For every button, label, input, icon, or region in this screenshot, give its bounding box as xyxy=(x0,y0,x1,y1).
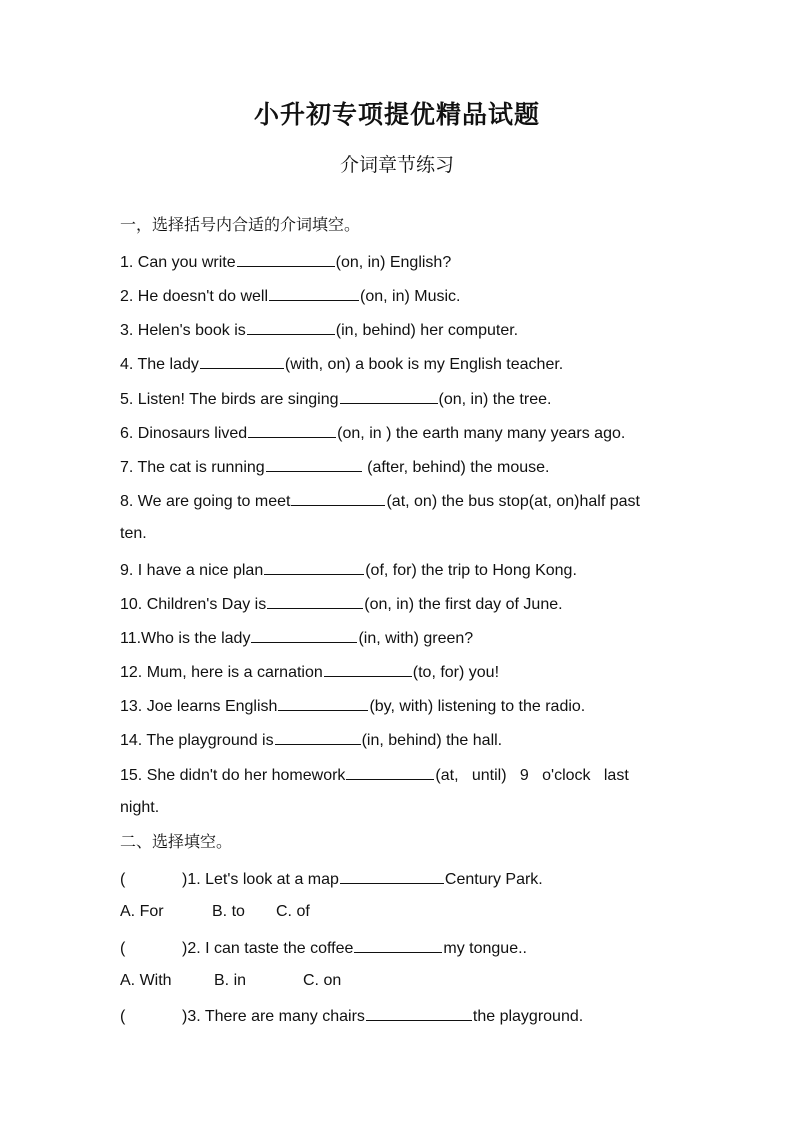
answer-paren[interactable]: ( xyxy=(120,1008,126,1025)
list-item xyxy=(120,318,518,342)
item-text: 6. Dinosaurs lived xyxy=(120,425,248,442)
item-options: (on, in) the tree. xyxy=(438,391,552,408)
section1-heading: 一，选择括号内合适的介词填空。 xyxy=(120,215,361,234)
item-options: (on, in) English? xyxy=(335,254,452,271)
answer-blank[interactable] xyxy=(269,284,359,301)
option-a: A. For xyxy=(120,903,164,920)
question-text: )2. I can taste the coffee xyxy=(182,940,354,957)
question-options xyxy=(120,901,310,923)
answer-blank[interactable] xyxy=(366,1004,472,1021)
item-options: (to, for) you! xyxy=(412,664,500,681)
answer-paren[interactable]: ( xyxy=(120,940,126,957)
question-text: )3. There are many chairs xyxy=(182,1008,365,1025)
answer-blank[interactable] xyxy=(278,694,368,711)
list-item xyxy=(120,284,461,308)
item-text: 14. The playground is xyxy=(120,732,274,749)
item-text: 10. Children's Day is xyxy=(120,596,267,613)
item-text: 9. I have a nice plan xyxy=(120,562,264,579)
question-options xyxy=(120,970,341,992)
item-text: 1. Can you write xyxy=(120,254,236,271)
item-text: 15. She didn't do her homework xyxy=(120,767,346,784)
answer-blank[interactable] xyxy=(340,867,444,884)
list-item xyxy=(120,558,577,582)
answer-blank[interactable] xyxy=(237,250,335,267)
answer-blank[interactable] xyxy=(346,763,434,780)
question-stem xyxy=(120,936,527,960)
answer-blank[interactable] xyxy=(275,728,361,745)
list-item xyxy=(120,489,640,513)
list-item-continuation: ten. xyxy=(120,525,147,542)
option-a: A. With xyxy=(120,972,172,989)
question-text: )1. Let's look at a map xyxy=(182,871,339,888)
answer-blank[interactable] xyxy=(354,936,442,953)
page-subtitle: 介词章节练习 xyxy=(339,154,454,176)
answer-blank[interactable] xyxy=(251,626,357,643)
item-options: (on, in) the first day of June. xyxy=(364,596,563,613)
list-item xyxy=(120,660,499,684)
list-item xyxy=(120,421,625,445)
section2-heading: 二、选择填空。 xyxy=(120,832,233,851)
list-item xyxy=(120,763,629,787)
item-options: (in, with) green? xyxy=(358,630,474,647)
item-text: 13. Joe learns English xyxy=(120,698,278,715)
item-options: (by, with) listening to the radio. xyxy=(369,698,586,715)
page-title: 小升初专项提优精品试题 xyxy=(253,100,540,129)
item-options: (after, behind) the mouse. xyxy=(362,459,550,476)
list-item xyxy=(120,387,551,411)
answer-blank[interactable] xyxy=(340,387,438,404)
item-text: 4. The lady xyxy=(120,356,199,373)
item-text: 8. We are going to meet xyxy=(120,493,291,510)
item-text: 12. Mum, here is a carnation xyxy=(120,664,323,681)
answer-paren[interactable]: ( xyxy=(120,871,126,888)
list-item xyxy=(120,592,563,616)
list-item xyxy=(120,626,473,650)
item-text: 11.Who is the lady xyxy=(120,630,251,647)
item-options: (of, for) the trip to Hong Kong. xyxy=(365,562,577,579)
option-b: B. in xyxy=(214,972,247,989)
question-stem xyxy=(120,867,543,891)
item-options: (in, behind) her computer. xyxy=(335,322,519,339)
item-options: (in, behind) the hall. xyxy=(361,732,503,749)
item-text: 2. He doesn't do well xyxy=(120,288,269,305)
list-item xyxy=(120,455,549,479)
item-options: (with, on) a book is my English teacher. xyxy=(284,356,564,373)
list-item xyxy=(120,250,451,274)
list-item xyxy=(120,694,585,718)
answer-blank[interactable] xyxy=(200,352,284,369)
list-item xyxy=(120,728,502,752)
answer-blank[interactable] xyxy=(266,455,362,472)
item-text: 5. Listen! The birds are singing xyxy=(120,391,339,408)
item-options: (at, until) 9 o'clock last xyxy=(435,767,629,784)
item-text: 3. Helen's book is xyxy=(120,322,246,339)
question-text-end: Century Park. xyxy=(444,871,543,888)
answer-blank[interactable] xyxy=(267,592,363,609)
question-text-end: the playground. xyxy=(472,1008,584,1025)
item-options: (at, on) the bus stop(at, on)half past xyxy=(386,493,640,510)
answer-blank[interactable] xyxy=(248,421,336,438)
option-b: B. to xyxy=(212,903,245,920)
item-text: 7. The cat is running xyxy=(120,459,265,476)
option-c: C. of xyxy=(276,903,310,920)
list-item xyxy=(120,352,563,376)
item-options: (on, in) Music. xyxy=(360,288,461,305)
answer-blank[interactable] xyxy=(264,558,364,575)
question-stem xyxy=(120,1004,583,1028)
answer-blank[interactable] xyxy=(324,660,412,677)
question-text-end: my tongue.. xyxy=(443,940,527,957)
option-c: C. on xyxy=(303,972,342,989)
answer-blank[interactable] xyxy=(291,489,385,506)
list-item-continuation: night. xyxy=(120,799,160,816)
answer-blank[interactable] xyxy=(247,318,335,335)
item-options: (on, in ) the earth many many years ago. xyxy=(337,425,626,442)
